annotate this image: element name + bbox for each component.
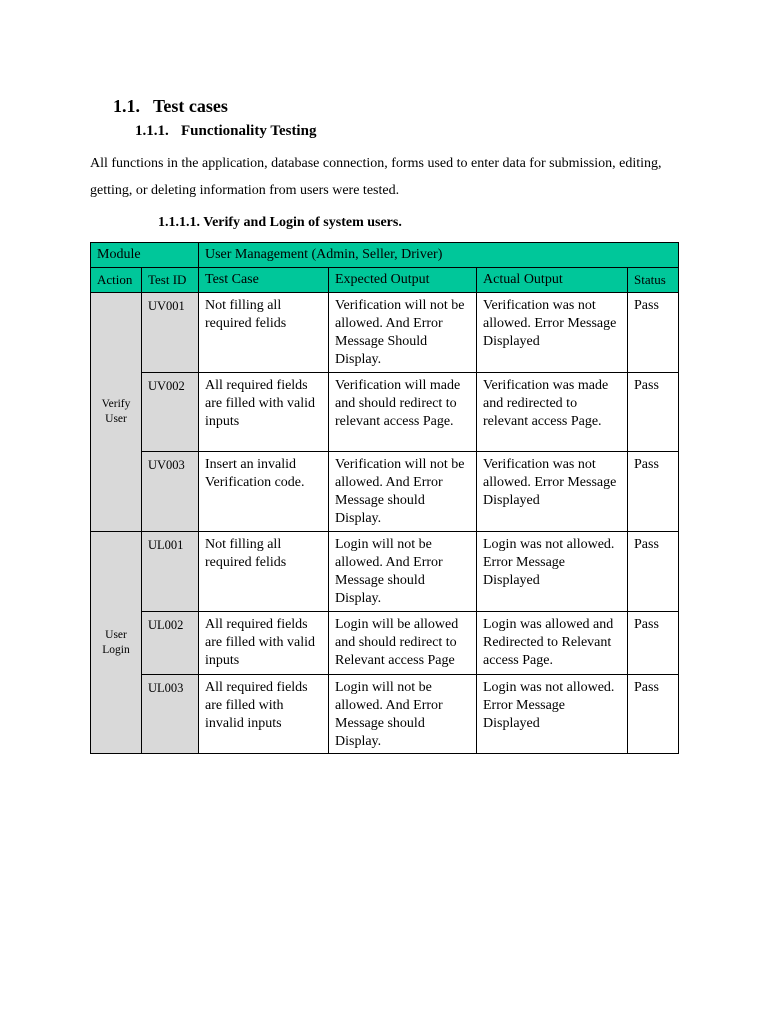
action-group-user-login: User Login [91,532,142,754]
table-row [91,373,679,452]
header-test-id: Test ID [142,268,199,293]
actual-output-cell: Login was not allowed. Error Message Displayed [477,675,628,754]
status-cell: Pass [628,373,679,452]
intro-paragraph: All functions in the application, database connection, forms used to enter data for submission, editing, getting, or deleting information from users were tested. [90,156,662,198]
table-row [91,675,679,754]
section-heading [113,96,228,117]
status-cell: Pass [628,293,679,373]
expected-output-cell: Verification will not be allowed. And Error Message should Display. [329,452,477,532]
test-id-cell: UL003 [142,675,199,754]
header-expected-output: Expected Output [329,268,477,293]
test-case-cell: Insert an invalid Verification code. [199,452,329,532]
expected-output-cell: Login will not be allowed. And Error Message should Display. [329,675,477,754]
test-cases-table [90,242,679,754]
test-case-cell: Not filling all required felids [199,293,329,373]
header-actual-output: Actual Output [477,268,628,293]
actual-output-cell: Login was not allowed. Error Message Displayed [477,532,628,612]
table-row [91,452,679,532]
status-cell: Pass [628,532,679,612]
action-group-verify-user: Verify User [91,293,142,532]
table-row [91,293,679,373]
test-id-cell: UV003 [142,452,199,532]
test-id-cell: UV002 [142,373,199,452]
table-heading: 1.1.1.1. Verify and Login of system users. [158,215,402,230]
actual-output-cell: Login was allowed and Redirected to Relevant access Page. [477,612,628,675]
subsection-number: 1.1.1. [135,123,169,139]
header-test-case: Test Case [199,268,329,293]
table-row [91,532,679,612]
actual-output-cell: Verification was made and redirected to relevant access Page. [477,373,628,452]
expected-output-cell: Verification will not be allowed. And Error Message Should Display. [329,293,477,373]
actual-output-cell: Verification was not allowed. Error Message Displayed [477,293,628,373]
module-label: Module [91,243,199,268]
test-id-cell: UL001 [142,532,199,612]
actual-output-cell: Verification was not allowed. Error Message Displayed [477,452,628,532]
table-row [91,612,679,675]
test-case-cell: Not filling all required felids [199,532,329,612]
column-header-row [91,268,679,293]
module-row [91,243,679,268]
subsection-title: Functionality Testing [181,123,317,139]
status-cell: Pass [628,612,679,675]
section-title: Test cases [153,96,228,116]
test-id-cell: UL002 [142,612,199,675]
expected-output-cell: Verification will made and should redirect to relevant access Page. [329,373,477,452]
test-case-cell: All required fields are filled with valid inputs [199,612,329,675]
module-value: User Management (Admin, Seller, Driver) [199,243,679,268]
expected-output-cell: Login will not be allowed. And Error Message should Display. [329,532,477,612]
expected-output-cell: Login will be allowed and should redirect to Relevant access Page [329,612,477,675]
section-number: 1.1. [113,96,140,116]
test-id-cell: UV001 [142,293,199,373]
status-cell: Pass [628,452,679,532]
header-status: Status [628,268,679,293]
test-case-cell: All required fields are filled with valid inputs [199,373,329,452]
subsection-heading [135,123,316,140]
header-action: Action [91,268,142,293]
test-case-cell: All required fields are filled with invalid inputs [199,675,329,754]
status-cell: Pass [628,675,679,754]
